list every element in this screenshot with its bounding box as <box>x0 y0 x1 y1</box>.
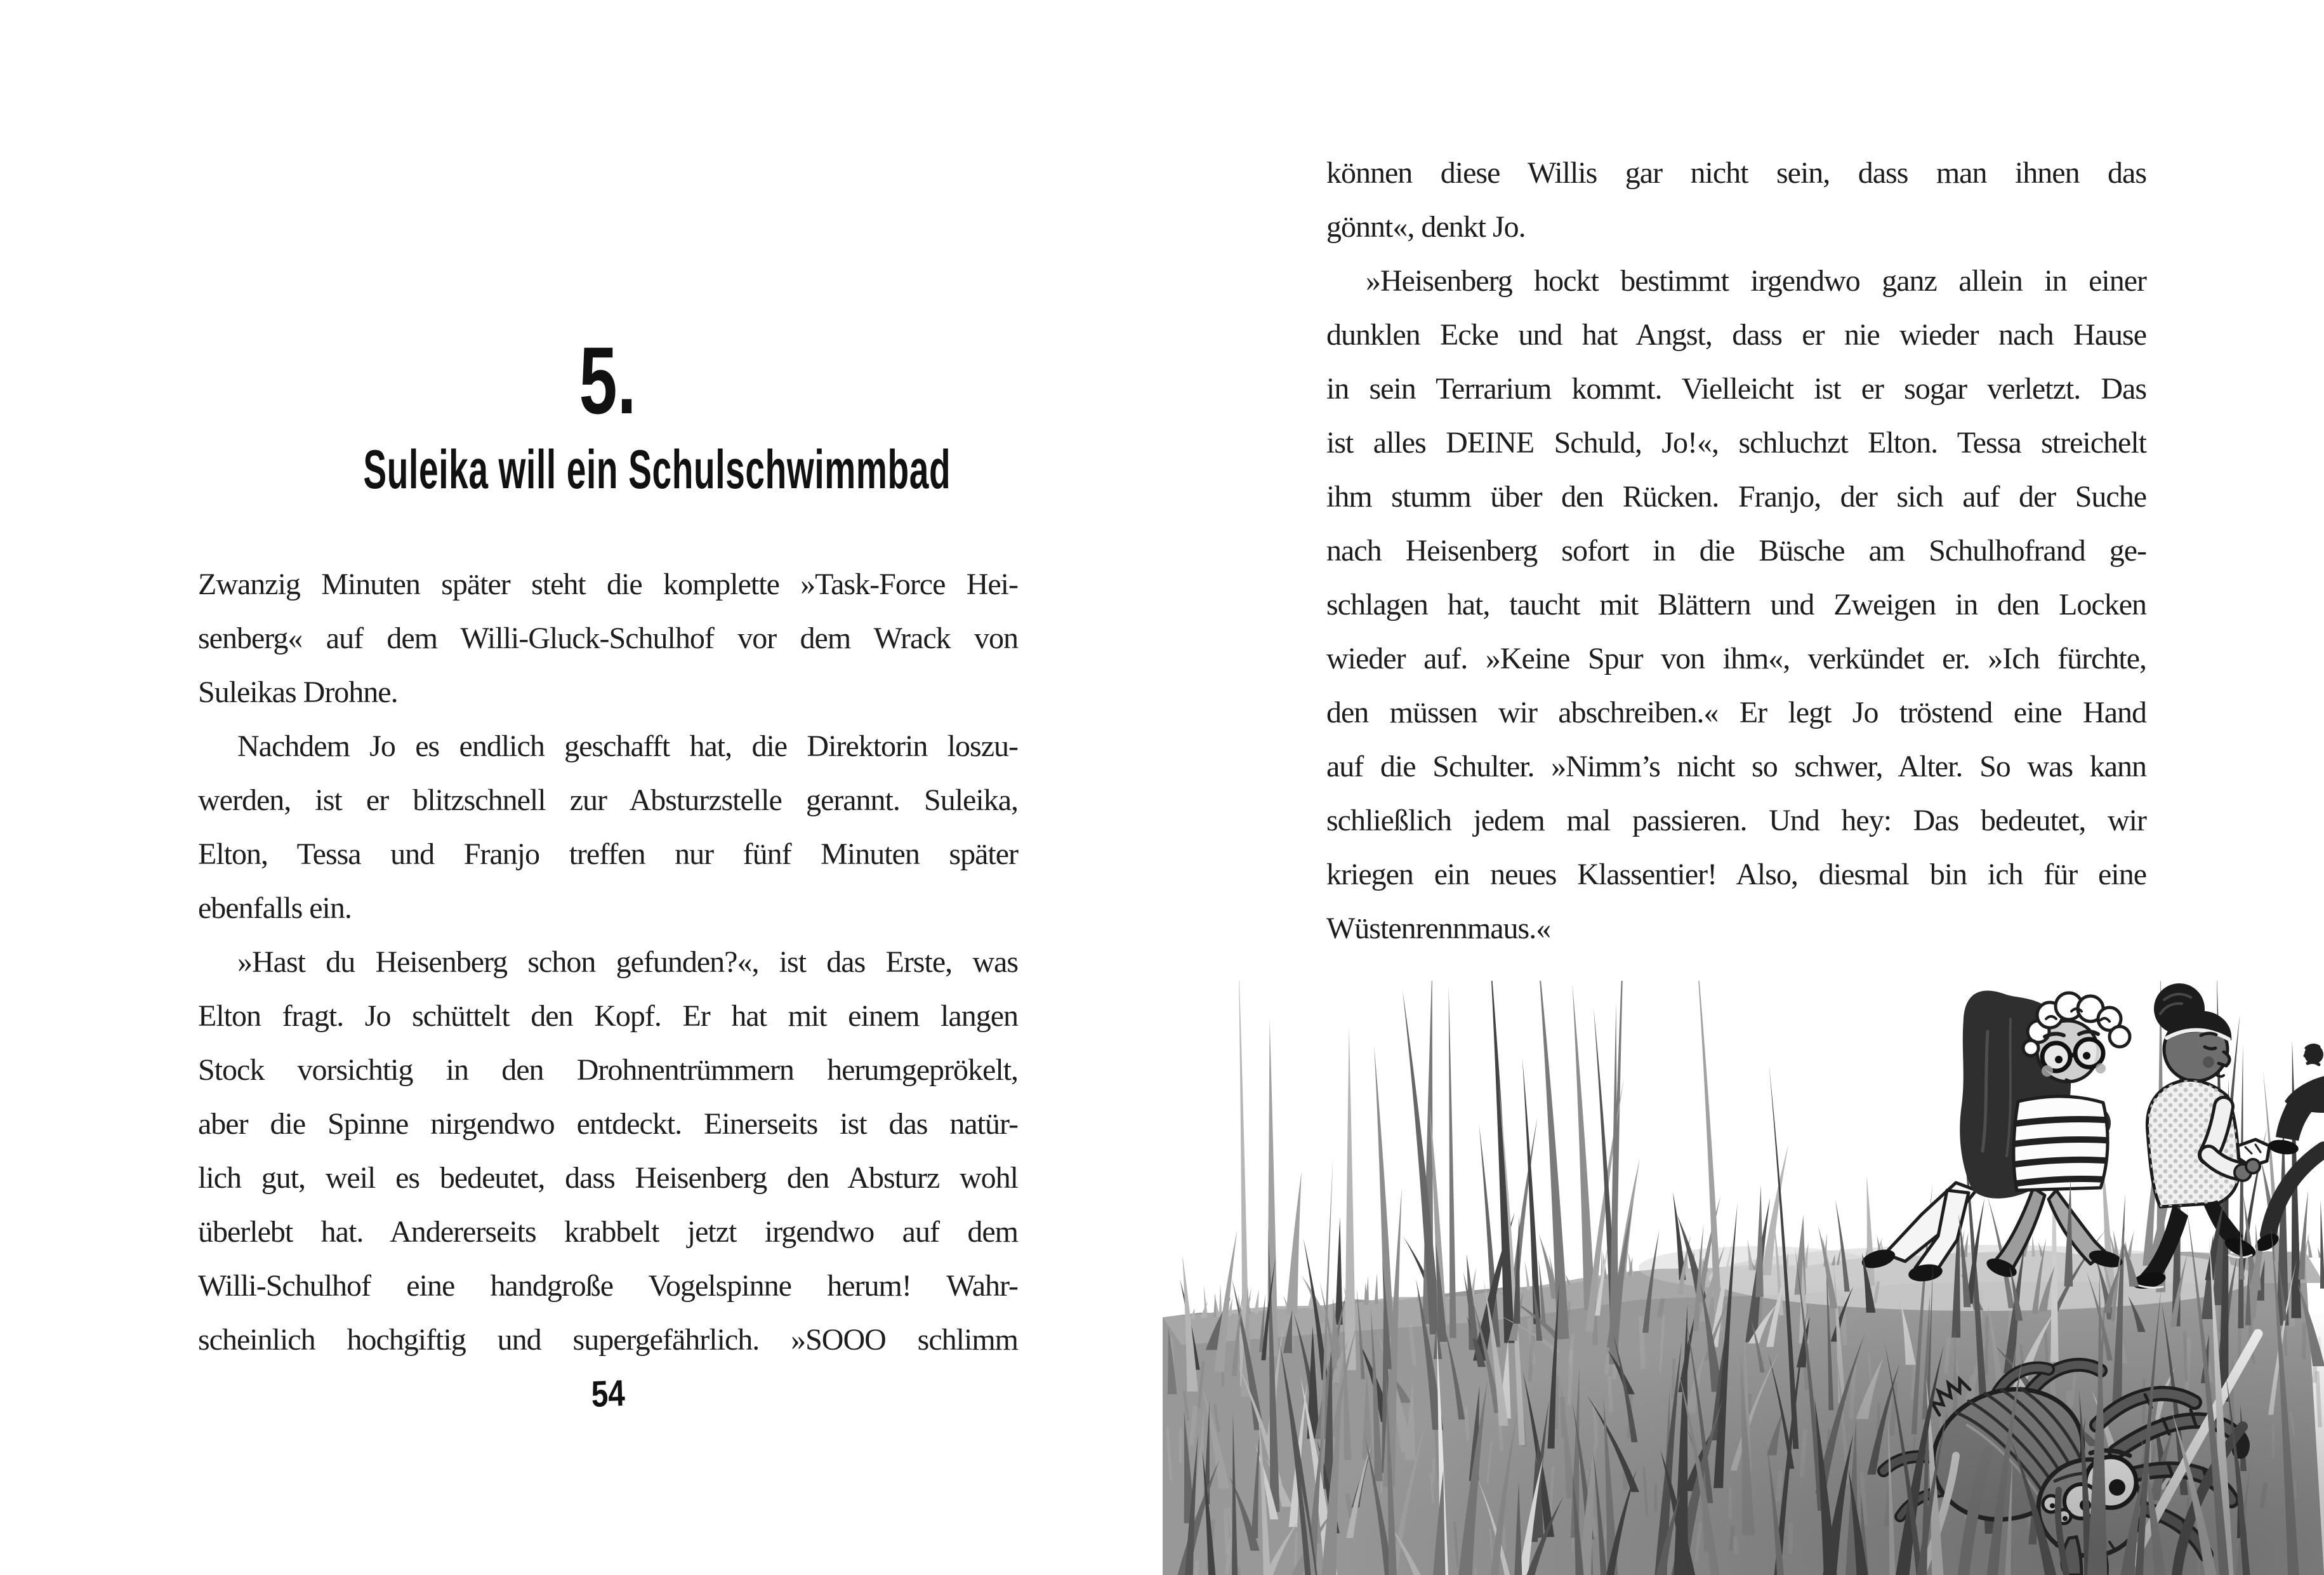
page-right <box>1162 0 2324 1575</box>
text-line: lich gut, weil es bedeutet, dass Heisenberg den Absturz wohl <box>198 1161 1018 1195</box>
text-line: Wüstenrennmaus.« <box>1326 912 1551 945</box>
text-line: Elton fragt. Jo schüttelt den Kopf. Er hat mit einem langen <box>198 999 1018 1033</box>
text-line: werden, ist er blitzschnell zur Absturzstelle gerannt. Suleika, <box>198 783 1018 817</box>
text-line: Nachdem Jo es endlich geschafft hat, die Direktorin loszu- <box>237 729 1018 763</box>
text-line: ist alles DEINE Schuld, Jo!«, schluchzt Elton. Tessa streichelt <box>1326 426 2146 460</box>
text-line: aber die Spinne nirgendwo entdeckt. Einerseits ist das natür- <box>198 1107 1018 1141</box>
meadow-illustration <box>1163 981 2324 1575</box>
text-line: wieder auf. »Keine Spur von ihm«, verkündet er. »Ich fürchte, <box>1326 642 2146 675</box>
text-line: ihm stumm über den Rücken. Franjo, der sich auf der Suche <box>1326 480 2146 514</box>
text-line: dunklen Ecke und hat Angst, dass er nie wieder nach Hause <box>1326 318 2146 352</box>
text-line: kriegen ein neues Klassentier! Also, diesmal bin ich für eine <box>1326 858 2146 891</box>
text-line: in sein Terrarium kommt. Vielleicht ist er sogar verletzt. Das <box>1326 372 2146 406</box>
text-line: überlebt hat. Andererseits krabbelt jetzt irgendwo auf dem <box>198 1215 1018 1249</box>
text-line: nach Heisenberg sofort in die Büsche am Schulhofrand ge- <box>1326 534 2146 568</box>
text-line: »Heisenberg hockt bestimmt irgendwo ganz allein in einer <box>1366 264 2146 298</box>
text-line: scheinlich hochgiftig und supergefährlich. »SOOO schlimm <box>198 1323 1018 1357</box>
page-number-text: 54 <box>590 1372 626 1416</box>
text-line: Stock vorsichtig in den Drohnentrümmern herumgeprökelt, <box>198 1053 1018 1087</box>
chapter-title-text: Suleika will ein Schulschwimmbad <box>363 439 951 500</box>
chapter-number-text: 5. <box>579 327 637 434</box>
left-text-column <box>198 557 1018 1367</box>
grass-shading <box>1163 1209 2324 1575</box>
text-line: »Hast du Heisenberg schon gefunden?«, ist das Erste, was <box>237 945 1018 979</box>
text-line: Suleikas Drohne. <box>198 675 398 709</box>
right-text-column <box>1326 146 2146 955</box>
page-number <box>198 1369 1018 1419</box>
text-line: schlagen hat, taucht mit Blättern und Zweigen in den Locken <box>1326 588 2146 621</box>
text-line: ebenfalls ein. <box>198 891 352 925</box>
text-line: schließlich jedem mal passieren. Und hey: Das bedeutet, wir <box>1326 804 2146 837</box>
text-line: den müssen wir abschreiben.« Er legt Jo tröstend eine Hand <box>1326 696 2146 729</box>
text-line: auf die Schulter. »Nimm’s nicht so schwer, Alter. So was kann <box>1326 750 2146 783</box>
chapter-title <box>198 438 1018 502</box>
text-line: Willi-Schulhof eine handgroße Vogelspinne herum! Wahr- <box>198 1269 1018 1303</box>
text-line: können diese Willis gar nicht sein, dass man ihnen das <box>1326 156 2146 190</box>
text-line: gönnt«, denkt Jo. <box>1326 210 1526 244</box>
chapter-number <box>198 327 1018 434</box>
text-line: Elton, Tessa und Franjo treffen nur fünf Minuten später <box>198 837 1018 871</box>
text-line: senberg« auf dem Willi-Gluck-Schulhof vor dem Wrack von <box>198 621 1018 655</box>
text-line: Zwanzig Minuten später steht die komplette »Task-Force Hei- <box>198 568 1018 601</box>
